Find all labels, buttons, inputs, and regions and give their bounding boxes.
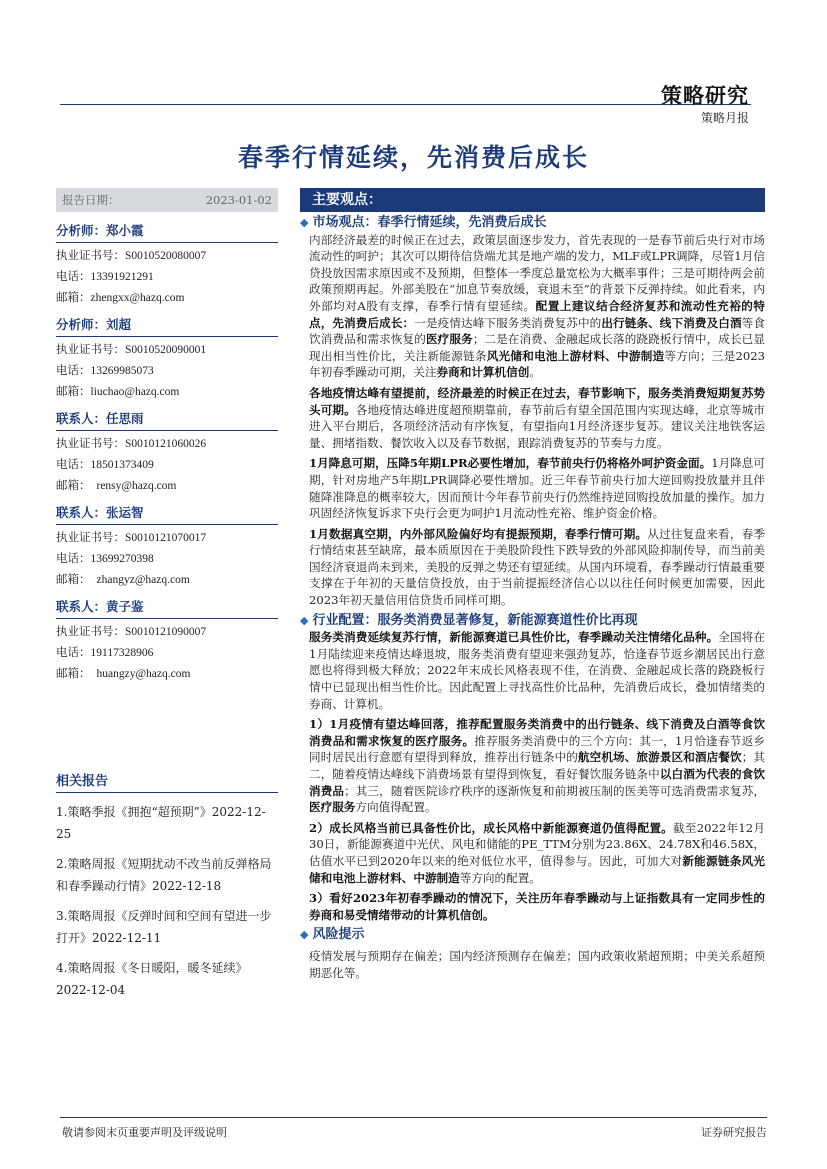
bold-text: 1月数据真空期，内外部风险偏好均有提振预期，春季行情可期。 [309, 526, 648, 541]
footer-disclaimer[interactable]: 敬请参阅末页重要声明及评级说明 [62, 1126, 227, 1139]
paragraph [309, 890, 765, 923]
text: 截至2022年12月30日，新能源赛道中光伏、风电和储能的PE_TTM分别为23.86X、24.78X和46.58X，估值水平已到2020年以来的绝对低位水平，值得参与。因此，可加大对 [309, 820, 765, 868]
email-row [56, 478, 278, 494]
diamond-bullet-icon: ◆ [300, 613, 309, 627]
bold-text: 各地疫情达峰有望提前，经济最差的时候正在过去，春节影响下，服务类消费短期复苏势头可期。 [309, 385, 765, 417]
phone-number: 13269985073 [90, 365, 154, 377]
bold-text: 出行链条、线下消费及白酒 [601, 315, 742, 330]
related-report-link[interactable]: 1.策略季报《拥抱“超预期”》2022-12-25 [56, 805, 266, 841]
text: 等方向的配置。 [459, 870, 541, 885]
cert-number: S0010520080007 [125, 250, 207, 262]
section-title: 风险提示 [312, 927, 365, 943]
paragraph [309, 526, 765, 609]
text: 一是疫情达峰下服务类消费复苏中的 [414, 315, 602, 330]
text: ；其三，随着医院诊疗秩序的逐渐恢复和前期被压制的医美等可选消费需求复苏， [344, 783, 765, 798]
bold-text: 2）成长风格当前已具备性价比，成长风格中新能源赛道仍值得配置。 [309, 820, 674, 835]
email-address[interactable]: zhangyz@hazq.com [96, 574, 190, 586]
report-date-label: 报告日期： [62, 193, 120, 207]
cert-row [56, 530, 278, 546]
bold-text: 1）1月疫情有望达峰回落，推荐配置服务类消费中的出行链条、线下消费及白酒等食饮消费品和需求恢复的医疗服务。 [309, 717, 765, 748]
email-address[interactable]: rensy@hazq.com [96, 480, 177, 492]
related-report-link[interactable]: 2.策略周报《短期扰动不改当前反弹格局和春季躁动行情》2022-12-18 [56, 857, 272, 893]
cert-number: S0010121090007 [125, 626, 207, 638]
analyst-name: 分析师：刘超 [56, 315, 278, 337]
analyst-name: 分析师：郑小霞 [56, 221, 278, 243]
email-address[interactable]: liuchao@hazq.com [90, 386, 180, 398]
key-points-bar: 主要观点： [300, 188, 765, 212]
header-divider [60, 104, 751, 105]
related-report-link[interactable]: 3.策略周报《反弹时间和空间有望进一步打开》2022-12-11 [56, 909, 272, 945]
paragraph [309, 629, 765, 712]
paragraph [309, 820, 765, 886]
cert-row [56, 624, 278, 640]
phone-label: 电话： [56, 645, 91, 659]
email-label: 邮箱： [56, 478, 91, 492]
text: 从过往复盘来看，春季行情结束甚至缺席，最本质原因在于美股阶段性下跌导致的外部风险抑制传导，而当前美国经济衰退尚未到来，美股的反弹之势还有望延续。从国内环境看，春季躁动行情最重要支撑在于年初的天量信贷投放，由于当前提振经济信心以以往任何时候更加需要，因此2023年初天量信用信贷货币同样可期。 [309, 526, 765, 608]
section-heading [300, 613, 765, 630]
email-row [56, 572, 278, 588]
cert-label: 执业证书号： [56, 530, 125, 544]
cert-number: S0010520090001 [125, 344, 207, 356]
cert-label: 执业证书号： [56, 436, 125, 450]
contact-block [56, 597, 278, 682]
bold-text: 1月降息可期，压降5年期LPR必要性增加，春节前央行仍将格外呵护资金面。 [309, 456, 712, 471]
email-label: 邮箱： [56, 666, 91, 680]
paragraph [309, 716, 765, 816]
email-label: 邮箱： [56, 384, 91, 398]
section-title: 行业配置：服务类消费显著修复，新能源赛道性价比再现 [312, 612, 638, 628]
cert-number: S0010121070017 [125, 532, 207, 544]
phone-row [56, 551, 278, 567]
phone-row [56, 363, 278, 379]
text: 内部经济最差的时候正在过去，政策层面逐步发力，首先表现的一是春节前后央行对市场流动性的呵护；其次可以期待信贷端尤其是地产端的发力，MLF或LPR调降，尽管1月信贷投放因需求原因或不及预期，但整体一季度总量宽松为大概率事件；三是可期待两会前政策预期再起。外部美股在“加息节奏放缓，衰退未至”的背景下反弹持续。如此看来，内外部均对A股有支撑，春季行情有望延续。 [309, 232, 765, 313]
phone-label: 电话： [56, 269, 91, 283]
cert-row [56, 342, 278, 358]
related-report-link[interactable]: 4.策略周报《冬日暖阳，暖冬延续》2022-12-04 [56, 961, 248, 997]
text: 等方向；三是2023年初春季躁动可期，关注 [309, 348, 765, 380]
paragraph: 疫情发展与预期存在偏差；国内经济预测存在偏差；国内政策收紧超预期；中美关系超预期恶化等。 [309, 948, 765, 980]
section-title: 市场观点：春季行情延续，先消费后成长 [312, 215, 547, 230]
email-row [56, 666, 278, 682]
phone-label: 电话： [56, 551, 91, 565]
phone-number: 13391921291 [90, 271, 154, 283]
text: 各地疫情达峰进度超预期靠前，春节前后有望全国范围内实现达峰，北京等城市进入平台期后，各项经济活动有序恢复，有望指向1月经济逐步复苏。建议关注地铁客运量、拥堵指数、餐饮收入以及春节数据，跟踪消费复苏的节奏与力度。 [309, 402, 765, 450]
paragraph [309, 455, 765, 521]
main-content [300, 188, 765, 981]
contact-name: 联系人：任思雨 [56, 409, 278, 431]
phone-number: 19117328906 [90, 647, 154, 659]
section-heading [300, 927, 765, 944]
text: 全国将在1月陆续迎来疫情达峰退坡，服务类消费有望迎来强劲复苏，恰逢春节返乡潮居民出行意愿也将得到极大释放；2022年末成长风格表现不佳，在消费、金融起成长落的跷跷板行情中已显现出相当性价比。因此配置上寻找高性价比品种，先消费后成长，叠加情绪类的券商、计算机。 [309, 630, 765, 711]
phone-number: 18501373409 [90, 459, 154, 471]
phone-row [56, 457, 278, 473]
paragraph [309, 232, 765, 381]
contact-block [56, 409, 278, 494]
diamond-bullet-icon: ◆ [300, 928, 309, 942]
report-subtype: 策略月报 [700, 111, 749, 125]
bold-text: 以白酒为代表的食饮消费品 [309, 767, 765, 798]
cert-label: 执业证书号： [56, 248, 125, 262]
contact-name: 联系人：黄子鉴 [56, 597, 278, 619]
footer-label: 证券研究报告 [701, 1126, 767, 1139]
bold-text: 券商和计算机信创 [436, 365, 530, 380]
email-row [56, 290, 278, 306]
bold-text: 风光储和电池上游材料、中游制造 [486, 348, 665, 363]
diamond-bullet-icon: ◆ [300, 216, 309, 229]
bold-text: 配置上建议结合经济复苏和流动性充裕的特点，先消费后成长： [309, 298, 765, 330]
cert-label: 执业证书号： [56, 342, 125, 356]
bold-text: 新能源链条风光储和电池上游材料、中游制造 [309, 853, 765, 885]
phone-row [56, 269, 278, 285]
text: 等食饮消费品和需求恢复的 [309, 315, 765, 347]
analyst-block [56, 221, 278, 306]
report-date-value: 2023-01-02 [205, 193, 272, 207]
cert-label: 执业证书号： [56, 624, 125, 638]
cert-number: S0010121060026 [125, 438, 207, 450]
text: ；其二，随着疫情达峰线下消费场景有望得到恢复，看好餐饮服务链条中 [309, 750, 765, 781]
bold-text: 医疗服务 [425, 332, 473, 347]
sidebar [56, 188, 278, 682]
phone-number: 13699270398 [90, 553, 154, 565]
related-reports [56, 770, 278, 1001]
bold-text: 医疗服务 [309, 800, 356, 815]
email-address[interactable]: zhengxx@hazq.com [90, 292, 185, 304]
section-heading [300, 215, 765, 232]
bold-text: 航空机场、旅游景区和酒店餐饮 [577, 750, 742, 765]
email-row [56, 384, 278, 400]
email-label: 邮箱： [56, 572, 91, 586]
text: 推荐服务类消费中的三个方向：其一，1月恰逢春节返乡同时居民出行意愿有望得到释放，推荐出行链条中的 [309, 733, 765, 765]
report-type-title: 策略研究 [661, 83, 749, 108]
text: 1月降息可期，针对房地产5年期LPR调降必要性增加。近三年春节前央行加大逆回购投放量并且伴随降准降息的概率较大，因而预计今年春节前央行仍然维持逆回购投放加量的操作。加力巩固经济恢复诉求下央行会更为呵护1月流动性充裕、维护资金价格。 [309, 456, 765, 521]
analyst-block [56, 315, 278, 400]
bold-text: 3）看好2023年初春季躁动的情况下，关注历年春季躁动与上证指数具有一定同步性的券商和易受情绪带动的计算机信创。 [309, 891, 765, 922]
email-address[interactable]: huangzy@hazq.com [96, 668, 191, 680]
text: 方向值得配置。 [355, 800, 437, 815]
cert-row [56, 248, 278, 264]
phone-label: 电话： [56, 363, 91, 377]
cert-row [56, 436, 278, 452]
report-date-bar [56, 188, 278, 212]
related-reports-title: 相关报告 [56, 770, 278, 793]
phone-label: 电话： [56, 457, 91, 471]
text: ；二是在消费、金融起成长落的跷跷板行情中，成长已显现出相当性价比，关注新能源链条 [309, 332, 765, 363]
text: 。 [529, 365, 541, 380]
paragraph [309, 385, 765, 451]
phone-row [56, 645, 278, 661]
bold-text: 服务类消费延续复苏行情，新能源赛道已具性价比，春季躁动关注情绪化品种。 [309, 630, 719, 645]
email-label: 邮箱： [56, 290, 91, 304]
page-title: 春季行情延续，先消费后成长 [237, 143, 589, 172]
footer-divider [60, 1117, 767, 1118]
contact-name: 联系人：张运智 [56, 503, 278, 525]
contact-block [56, 503, 278, 588]
